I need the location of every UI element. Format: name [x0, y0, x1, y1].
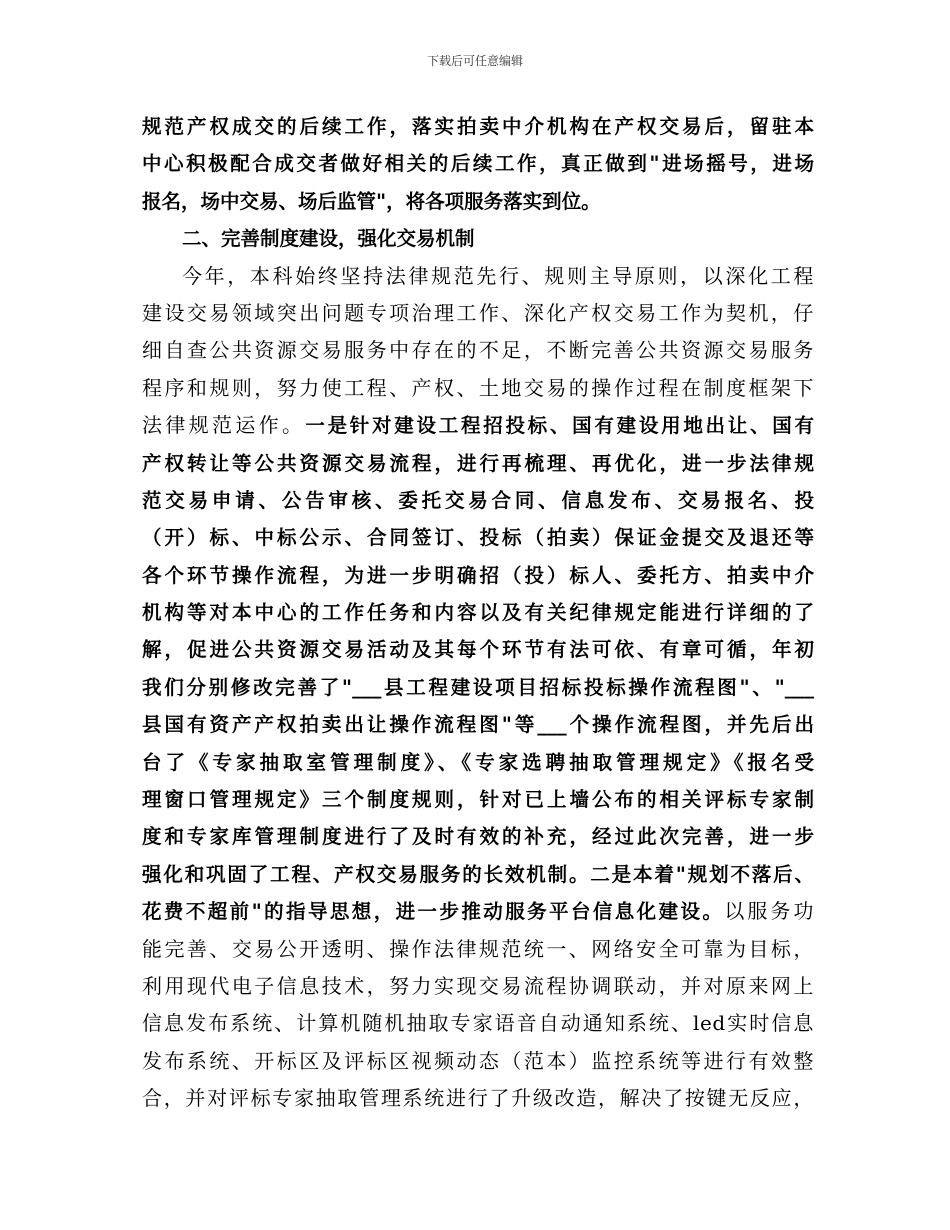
text-segment: 法律规范运作。 [142, 413, 306, 438]
bold-text-segment: 我们分别修改完善了"___县工程建设项目招标投标操作流程图"、"___ [142, 675, 814, 699]
paragraph-line [142, 1005, 814, 1042]
paragraph-line [142, 557, 814, 594]
paragraph-line [142, 818, 814, 855]
paragraph-line [142, 332, 814, 369]
paragraph-line [142, 631, 814, 668]
paragraph-line [142, 594, 814, 631]
bold-text-segment: 报名，场中交易、场后监管"，将各项服务落实到位。 [142, 189, 601, 213]
bold-text-segment: 二、完善制度建设，强化交易机制 [182, 227, 475, 251]
bold-text-segment: 台了《专家抽取室管理制度》、《专家选聘抽取管理规定》《报名受 [142, 750, 814, 774]
paragraph-line [142, 669, 814, 706]
text-segment: 今年，本科始终坚持法律规范先行、规则主导原则，以深化工程 [182, 263, 814, 288]
page-header: 下载后可任意编辑 [426, 54, 523, 68]
bold-text-segment: 解，促进公共资源交易活动及其每个环节有法可依、有章可循，年初 [142, 638, 814, 662]
bold-text-segment: 规范产权成交的后续工作，落实拍卖中介机构在产权交易后，留驻本 [142, 115, 814, 138]
bold-text-segment: 县国有资产产权拍卖出让操作流程图"等___个操作流程图，并先后出 [142, 713, 814, 737]
text-segment: 细自查公共资源交易服务中存在的不足，不断完善公共资源交易服务 [142, 338, 814, 363]
paragraph-line [142, 220, 814, 257]
text-segment: 以服务功 [724, 899, 814, 924]
bold-text-segment: 理窗口管理规定》三个制度规则，针对已上墙公布的相关评标专家制 [142, 788, 814, 812]
paragraph-line [142, 1043, 814, 1080]
paragraph-line [142, 295, 814, 332]
bold-text-segment: 中心积极配合成交者做好相关的后续工作，真正做到"进场摇号，进场 [142, 152, 814, 176]
text-segment: 发布系统、开标区及评标区视频动态（范本）监控系统等进行有效整 [142, 1048, 814, 1073]
document-body [142, 108, 814, 1118]
paragraph-line [142, 183, 814, 220]
text-segment: 建设交易领域突出问题专项治理工作、深化产权交易工作为契机，仔 [142, 300, 814, 325]
paragraph-line [142, 258, 814, 295]
paragraph-line [142, 781, 814, 818]
bold-text-segment: 产权转让等公共资源交易流程，进行再梳理、再优化，进一步法律规 [142, 451, 814, 475]
paragraph-line [142, 145, 814, 182]
paragraph-line [142, 108, 814, 145]
paragraph-line [142, 856, 814, 893]
paragraph-line [142, 1080, 814, 1117]
bold-text-segment: （开）标、中标公示、合同签订、投标（拍卖）保证金提交及退还等 [142, 526, 814, 550]
bold-text-segment: 范交易申请、公告审核、委托交易合同、信息发布、交易报名、投 [142, 488, 814, 512]
paragraph-line [142, 370, 814, 407]
bold-text-segment: 机构等对本中心的工作任务和内容以及有关纪律规定能进行详细的了 [142, 601, 814, 625]
text-segment: 合，并对评标专家抽取管理系统进行了升级改造，解决了按键无反应， [142, 1086, 814, 1111]
text-segment: 利用现代电子信息技术，努力实现交易流程协调联动，并对原来网上 [142, 973, 814, 998]
text-segment: 程序和规则，努力使工程、产权、土地交易的操作过程在制度框架下 [142, 375, 814, 400]
bold-text-segment: 度和专家库管理制度进行了及时有效的补充，经过此次完善，进一步 [142, 825, 814, 849]
bold-text-segment: 一是针对建设工程招投标、国有建设用地出让、国有 [305, 414, 814, 438]
paragraph-line [142, 519, 814, 556]
paragraph-line [142, 706, 814, 743]
paragraph-line [142, 482, 814, 519]
paragraph-line [142, 445, 814, 482]
text-segment: 能完善、交易公开透明、操作法律规范统一、网络安全可靠为目标， [142, 936, 814, 961]
bold-text-segment: 强化和巩固了工程、产权交易服务的长效机制。二是本着"规划不落后、 [142, 862, 814, 886]
text-segment: 信息发布系统、计算机随机抽取专家语音自动通知系统、led实时信息 [142, 1011, 814, 1036]
paragraph-line [142, 968, 814, 1005]
paragraph-line [142, 931, 814, 968]
bold-text-segment: 花费不超前"的指导思想，进一步推动服务平台信息化建设。 [142, 900, 725, 924]
bold-text-segment: 各个环节操作流程，为进一步明确招（投）标人、委托方、拍卖中介 [142, 563, 814, 587]
paragraph-line [142, 407, 814, 444]
paragraph-line [142, 893, 814, 930]
paragraph-line [142, 744, 814, 781]
